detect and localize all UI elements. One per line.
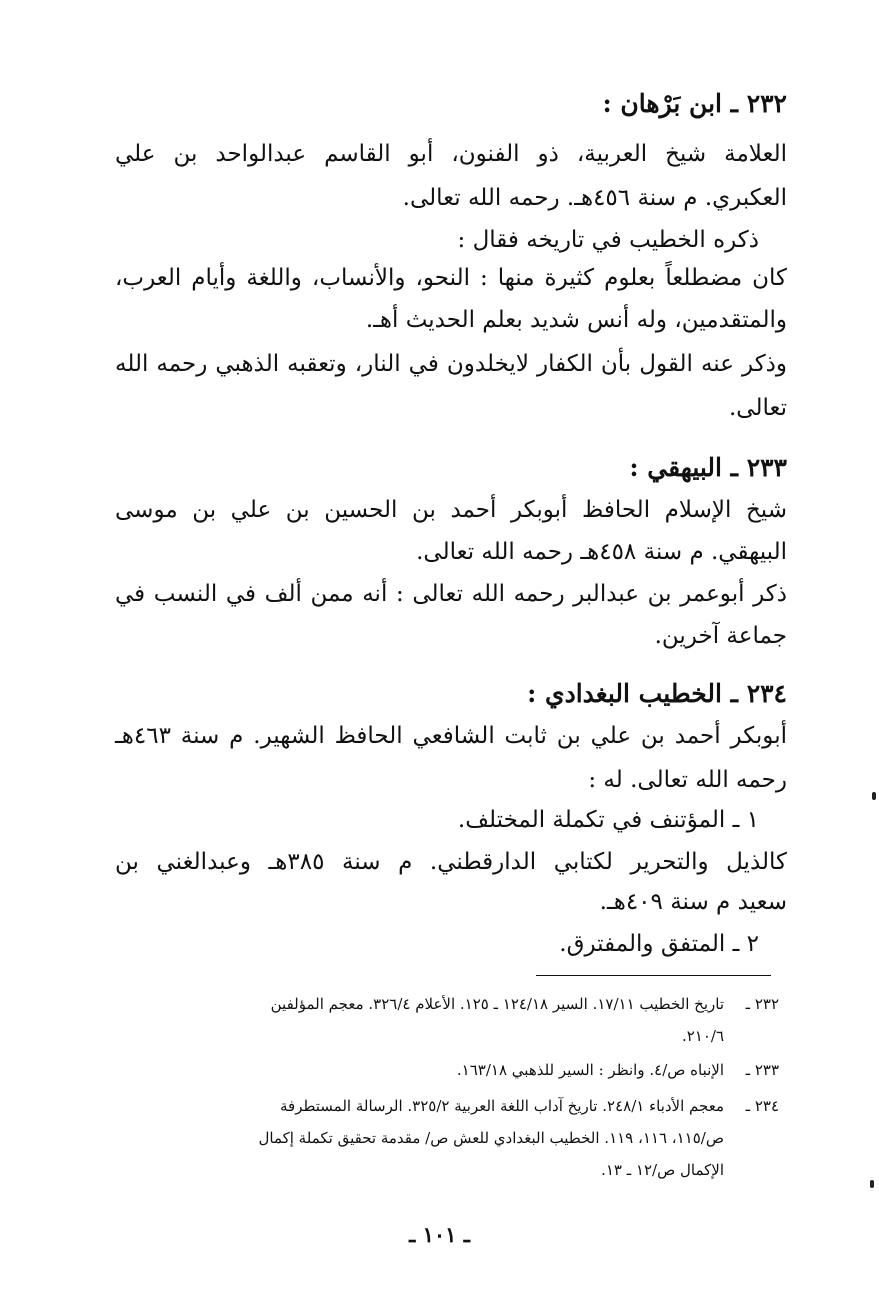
entry-text-line: والمتقدمين، وله أنس شديد بعلم الحديث أهـ.: [365, 307, 787, 333]
entry-text-line: كان مضطلعاً بعلوم كثيرة منها : النحو، والأنساب، واللغة وأيام العرب،: [115, 265, 787, 291]
entry-heading: ٢٣٤ ـ الخطيب البغدادي :: [527, 679, 787, 708]
entry-text-line: ١ ـ المؤتنف في تكملة المختلف.: [457, 807, 759, 833]
entry-text-line: العكبري. م سنة ٤٥٦هـ. رحمه الله تعالى.: [402, 185, 787, 211]
entry-text-line: شيخ الإسلام الحافظ أبوبكر أحمد بن الحسين بن علي بن موسى: [115, 497, 787, 523]
footnote-number: ٢٣٤ ـ: [745, 1097, 779, 1115]
entry-text-line: البيهقي. م سنة ٤٥٨هـ رحمه الله تعالى.: [416, 539, 787, 565]
footnote-separator: [536, 975, 771, 976]
entry-text-line: ذكر أبوعمر بن عبدالبر رحمه الله تعالى : أنه ممن ألف في النسب في: [115, 581, 787, 607]
entry-text-line: كالذيل والتحرير لكتابي الدارقطني. م سنة ٣٨٥هـ وعبدالغني بن: [115, 849, 787, 875]
page-number: ـ ١٠١ ـ: [409, 1222, 470, 1247]
footnote-text: تاريخ الخطيب ١٧/١١. السير ١٢٤/١٨ ـ ١٢٥. الأعلام ٣٢٦/٤. معجم المؤلفين: [270, 995, 724, 1013]
entry-heading: ٢٣٣ ـ البيهقي :: [629, 453, 787, 482]
footnote-text: معجم الأدباء ٢٤٨/١. تاريخ آداب اللغة العربية ٣٢٥/٢. الرسالة المستطرفة: [279, 1097, 724, 1115]
scan-speck: [870, 1180, 874, 1188]
entry-text-line: سعيد م سنة ٤٠٩هـ.: [599, 889, 787, 915]
entry-text-line: العلامة شيخ العربية، ذو الفنون، أبو القاسم عبدالواحد بن علي: [115, 141, 787, 167]
footnote-number: ٢٣٣ ـ: [745, 1061, 779, 1079]
entry-text-line: وذكر عنه القول بأن الكفار لايخلدون في النار، وتعقبه الذهبي رحمه الله: [115, 351, 787, 377]
footnote: [104, 1054, 779, 1086]
footnote: [104, 988, 779, 1020]
entry-text-line: ذكره الخطيب في تاريخه فقال :: [457, 227, 759, 253]
footnote-continuation: ص/١١٥، ١١٦، ١١٩. الخطيب البغدادي للعش ص/ مقدمة تحقيق تكملة إكمال: [258, 1129, 724, 1147]
footnote-text: الإنباه ص/٤. وانظر : السير للذهبي ١٦٣/١٨.: [456, 1061, 724, 1079]
footnote-continuation: ٢١٠/٦.: [681, 1027, 724, 1045]
entry-text-line: رحمه الله تعالى. له :: [588, 767, 787, 793]
footnote-number: ٢٣٢ ـ: [745, 995, 779, 1013]
entry-text-line: ٢ ـ المتفق والمفترق.: [559, 931, 759, 957]
footnote: [104, 1090, 779, 1122]
entry-heading: ٢٣٢ ـ ابن بَرْهان :: [602, 89, 787, 118]
entry-text-line: أبوبكر أحمد بن علي بن ثابت الشافعي الحافظ الشهير. م سنة ٤٦٣هـ: [115, 723, 787, 749]
scan-speck: [872, 792, 876, 800]
entry-text-line: تعالى.: [729, 395, 787, 421]
footnote-continuation: الإكمال ص/١٢ ـ ١٣.: [601, 1161, 724, 1179]
entry-text-line: جماعة آخرين.: [654, 623, 787, 649]
